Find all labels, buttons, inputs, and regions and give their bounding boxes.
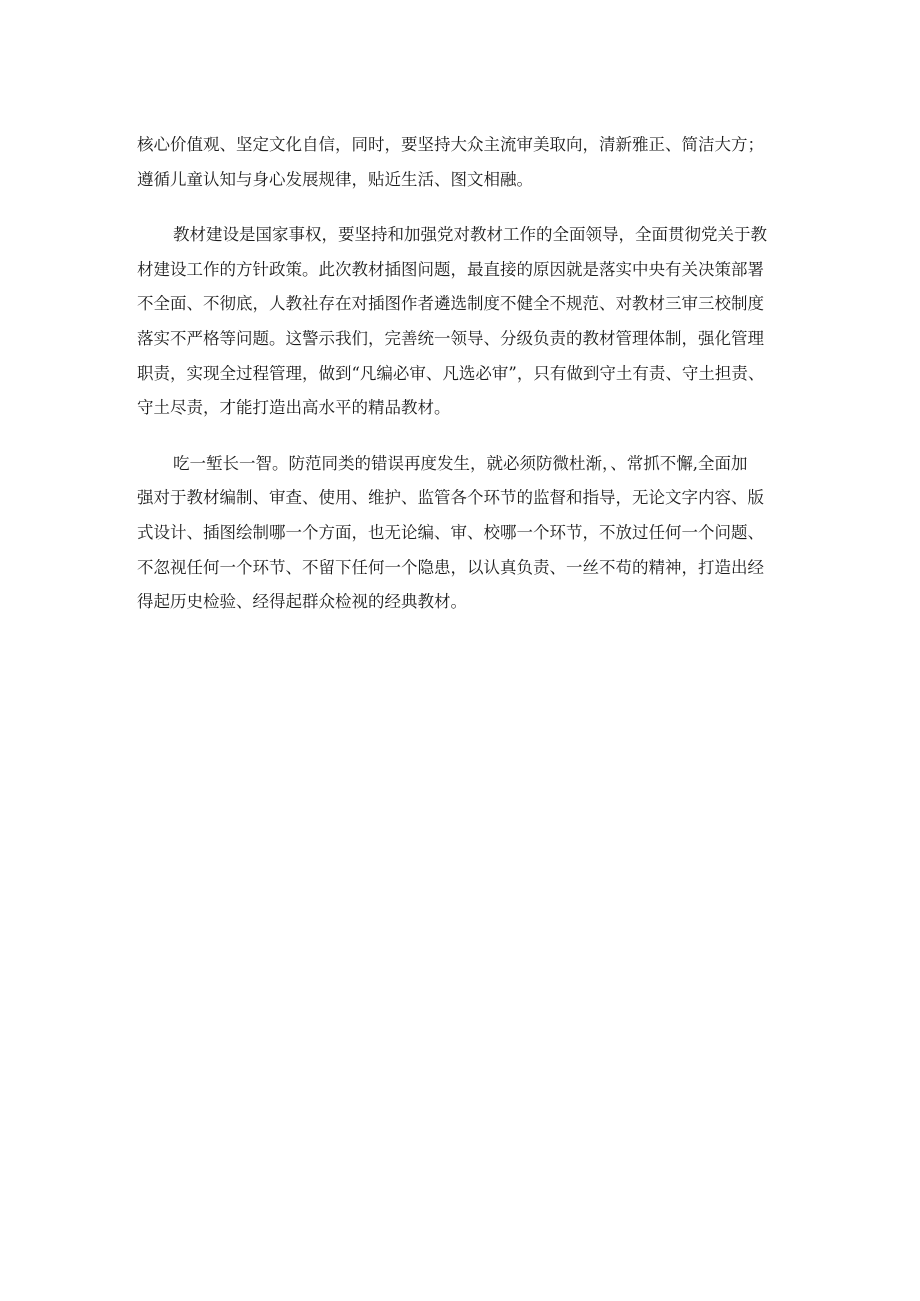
paragraph-line: 得起历史检验、经得起群众检视的经典教材。 — [137, 592, 467, 612]
document-body — [137, 128, 792, 620]
paragraph-spacing — [137, 197, 792, 218]
paragraph-line: 吃一堑长一智。防范同类的错误再度发生，就必须防微杜渐，、常抓不懈,全面加 — [173, 453, 748, 473]
paragraph-3 — [137, 447, 792, 620]
paragraph-line: 不忽视任何一个环节、不留下任何一个隐患，以认真负责、一丝不苟的精神，打造出经 — [137, 557, 764, 577]
paragraph-line: 教材建设是国家事权，要坚持和加强党对教材工作的全面领导，全面贯彻党关于教 — [173, 225, 767, 245]
paragraph-line: 职责，实现全过程管理，做到“凡编必审、凡选必审”，只有做到守土有责、守土担责、 — [137, 363, 765, 383]
paragraph-line: 核心价值观、坚定文化自信，同时，要坚持大众主流审美取向，清新雅正、简洁大方； — [137, 135, 764, 154]
paragraph-line: 遵循儿童认知与身心发展规律，贴近生活、图文相融。 — [137, 169, 533, 189]
paragraph-line: 式设计、插图绘制哪一个方面，也无论编、审、校哪一个环节，不放过任何一个问题、 — [137, 522, 764, 542]
paragraph-spacing — [137, 426, 792, 447]
paragraph-line: 材建设工作的方针政策。此次教材插图问题，最直接的原因就是落实中央有关决策部署 — [137, 259, 764, 279]
paragraph-line: 落实不严格等问题。这警示我们，完善统一领导、分级负责的教材管理体制，强化管理 — [137, 328, 764, 348]
paragraph-line: 不全面、不彻底，人教社存在对插图作者遴选制度不健全不规范、对教材三审三校制度 — [137, 294, 764, 314]
paragraph-2 — [137, 218, 792, 426]
paragraph-1 — [137, 128, 792, 197]
paragraph-line: 强对于教材编制、审查、使用、维护、监管各个环节的监督和指导，无论文字内容、版 — [137, 488, 764, 508]
paragraph-line: 守土尽责，才能打造出高水平的精品教材。 — [137, 398, 451, 418]
